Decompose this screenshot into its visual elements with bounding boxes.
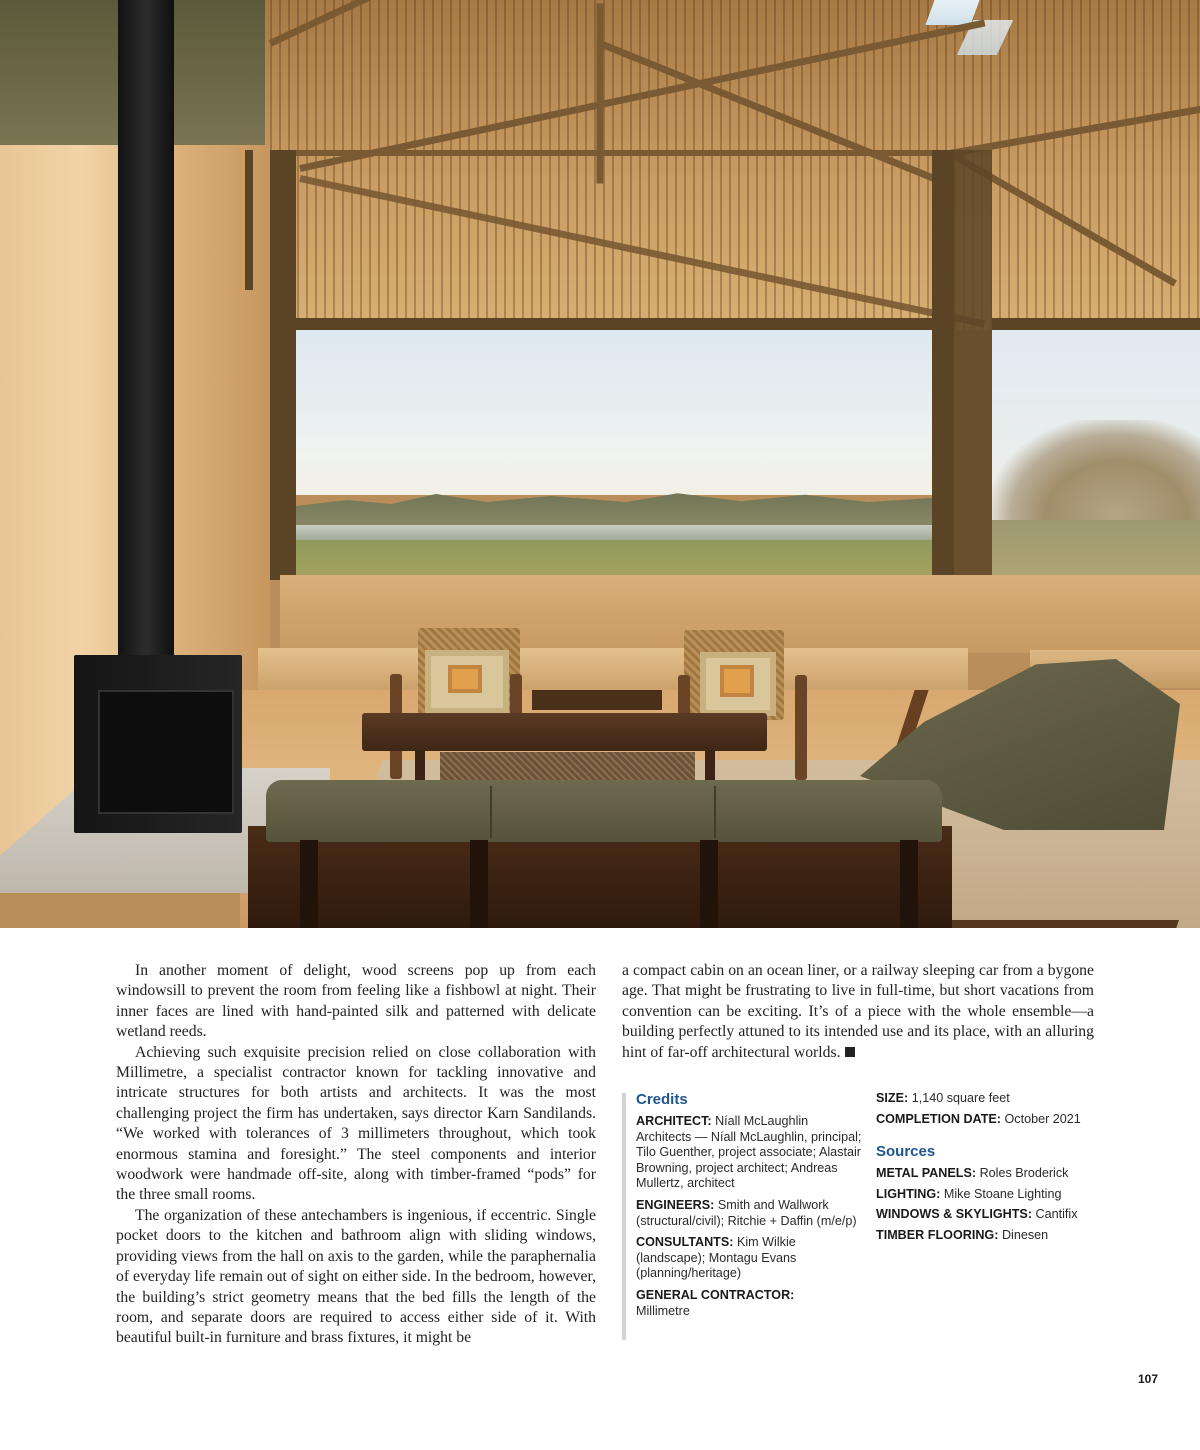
source-entry bbox=[876, 1228, 1116, 1244]
credit-value: Smith and Wallwork (structural/civil); Ritchie + Daffin (m/e/p) bbox=[636, 1197, 857, 1228]
source-entry bbox=[876, 1166, 1116, 1182]
credit-value: Kim Wilkie (landscape); Montagu Evans (planning/heritage) bbox=[636, 1235, 797, 1281]
window-mullion bbox=[245, 150, 253, 290]
window-transom bbox=[280, 318, 932, 330]
credit-entry bbox=[636, 1235, 864, 1282]
source-entry bbox=[876, 1207, 1116, 1223]
source-value: Cantifix bbox=[1035, 1207, 1078, 1222]
credit-value: Níall McLaughlin Architects — Níall McLaughlin, principal; Tilo Guenther, project associate; Alastair Browning, project architect; Andreas Mullertz, architect bbox=[636, 1114, 862, 1191]
sofa-slat bbox=[900, 840, 918, 928]
wetland-marsh bbox=[296, 540, 932, 580]
sofa-slat bbox=[300, 840, 318, 928]
built-in-bench bbox=[258, 648, 968, 693]
window-transom bbox=[992, 318, 1200, 330]
credit-value: Millimetre bbox=[636, 1303, 690, 1318]
source-value: Dinesen bbox=[1001, 1227, 1049, 1242]
source-entry bbox=[876, 1187, 1116, 1203]
sources-heading: Sources bbox=[876, 1143, 936, 1161]
credit-entry bbox=[636, 1288, 864, 1319]
ceiling-beam bbox=[597, 4, 604, 184]
distant-treeline bbox=[296, 490, 932, 530]
credit-label: GENERAL CONTRACTOR: bbox=[636, 1287, 795, 1302]
armchair-frame bbox=[678, 675, 690, 715]
cushion-pattern bbox=[448, 665, 482, 693]
three-seat-sofa bbox=[266, 780, 942, 842]
source-label: LIGHTING: bbox=[876, 1186, 941, 1201]
fact-label: COMPLETION DATE: bbox=[876, 1111, 1001, 1126]
armchair-frame bbox=[795, 675, 807, 780]
credits-heading: Credits bbox=[636, 1091, 688, 1108]
article-paragraph: In another moment of delight, wood screens pop up from each windowsill to prevent the room from feeling like a fishbowl at night. Their inner faces are lined with hand-painted silk and patterned with delicate wetland reeds. bbox=[116, 962, 596, 1041]
cushion-pattern bbox=[720, 665, 754, 697]
credit-entry bbox=[636, 1114, 864, 1192]
side-table bbox=[532, 690, 662, 710]
sources-box bbox=[876, 1091, 1116, 1249]
source-label: WINDOWS & SKYLIGHTS: bbox=[876, 1207, 1033, 1222]
page-number: 107 bbox=[1138, 1372, 1159, 1386]
article-paragraph: Achieving such exquisite precision relied on close collaboration with Millimetre, a specialist contractor known for tackling innovative and intricate structures for both artists and architects. It was the most challenging project the firm has undertaken, says director Karn Sandilands. “We worked with tolerances of 3 millimeters throughout, which took enormous stamina and foresight.” The steel components and interior woodwork were handmade off-site, along with timber-framed “pods” for the three small rooms. bbox=[116, 1043, 596, 1204]
fact-label: SIZE: bbox=[876, 1091, 909, 1105]
wetland-marsh bbox=[992, 520, 1200, 580]
fact-value: October 2021 bbox=[1004, 1111, 1081, 1126]
credit-label: ENGINEERS: bbox=[636, 1197, 715, 1212]
sofa-slat bbox=[470, 840, 488, 928]
source-value: Mike Stoane Lighting bbox=[943, 1186, 1062, 1201]
credits-box bbox=[636, 1091, 864, 1325]
window-mullion bbox=[270, 150, 296, 580]
window-view-sky bbox=[296, 330, 932, 495]
credit-label: CONSULTANTS: bbox=[636, 1235, 734, 1250]
source-value: Roles Broderick bbox=[979, 1166, 1069, 1181]
sofa-slat bbox=[700, 840, 718, 928]
ceiling-beam bbox=[270, 150, 960, 156]
sofa-cushion-seam bbox=[714, 786, 716, 838]
source-label: METAL PANELS: bbox=[876, 1166, 977, 1181]
article-paragraph: The organization of these antechambers is ingenious, if eccentric. Single pocket doors to the kitchen and bathroom align with sliding windows, providing views from the hall on axis to the garden, while the paraphernalia of everyday life remain out of sight on either side. In the bedroom, however, the building’s strict geometry means that the bed fills the length of the room, and separate doors are required to access either side of it. With beautiful built-in furniture and brass fixtures, it might be bbox=[116, 1206, 596, 1347]
source-label: TIMBER FLOORING: bbox=[876, 1227, 999, 1242]
coffee-table bbox=[362, 713, 767, 751]
article-column-2 bbox=[622, 961, 1094, 1063]
sofa-cushion-seam bbox=[490, 786, 492, 838]
stove-flue bbox=[118, 0, 174, 670]
stove-window bbox=[98, 690, 234, 814]
credits-rule bbox=[622, 1093, 626, 1340]
credit-label: ARCHITECT: bbox=[636, 1114, 712, 1128]
fact-value: 1,140 square feet bbox=[911, 1091, 1010, 1105]
article-paragraph: a compact cabin on an ocean liner, or a railway sleeping car from a bygone age. That might be frustrating to live in full-time, but short vacations from convention can be exciting. It’s of a piece with the whole ensemble—a building perfectly attuned to its intended use and its place, with an alluring hint of far-off architectural worlds. bbox=[622, 962, 1094, 1061]
fact-entry bbox=[876, 1112, 1116, 1128]
credit-entry bbox=[636, 1198, 864, 1229]
end-mark-icon bbox=[845, 1047, 855, 1057]
article-column-1 bbox=[116, 961, 596, 1349]
fact-entry bbox=[876, 1091, 1116, 1107]
window-mullion bbox=[932, 150, 954, 580]
article-paragraph-end bbox=[622, 961, 1094, 1063]
